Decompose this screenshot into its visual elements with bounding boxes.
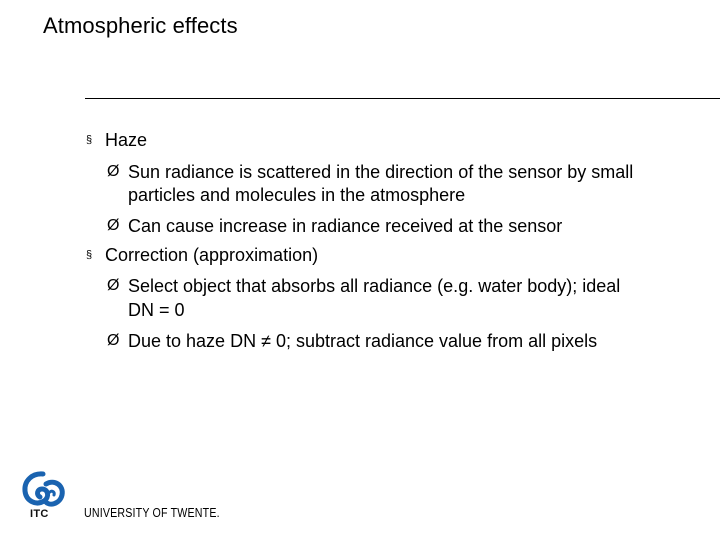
itc-logo-text: ITC <box>30 508 49 520</box>
bullet-text: Correction (approximation) <box>105 245 319 265</box>
sub-bullet-line: DN = 0 <box>128 300 185 320</box>
arrow-bullet-icon: Ø <box>107 332 120 349</box>
sub-bullet-line: Select object that absorbs all radiance (e.g. water body); ideal <box>128 276 621 296</box>
square-bullet-icon: § <box>86 249 93 261</box>
sub-bullet-line: particles and molecules in the atmosphere <box>128 185 466 205</box>
footer-logo-block <box>18 470 268 526</box>
slide-title: Atmospheric effects <box>43 13 238 38</box>
sub-bullet-line: Sun radiance is scattered in the direction of the sensor by small <box>128 162 634 182</box>
arrow-bullet-icon: Ø <box>107 277 120 294</box>
itc-swirl-logo-icon <box>20 470 68 512</box>
square-bullet-icon: § <box>86 134 93 146</box>
bullet-text: Haze <box>105 130 148 150</box>
arrow-bullet-icon: Ø <box>107 217 120 234</box>
sub-bullet-line: Can cause increase in radiance received at the sensor <box>128 216 563 236</box>
university-name: UNIVERSITY OF TWENTE. <box>84 505 220 520</box>
sub-bullet-line: Due to haze DN ≠ 0; subtract radiance value from all pixels <box>128 331 598 351</box>
arrow-bullet-icon: Ø <box>107 163 120 180</box>
